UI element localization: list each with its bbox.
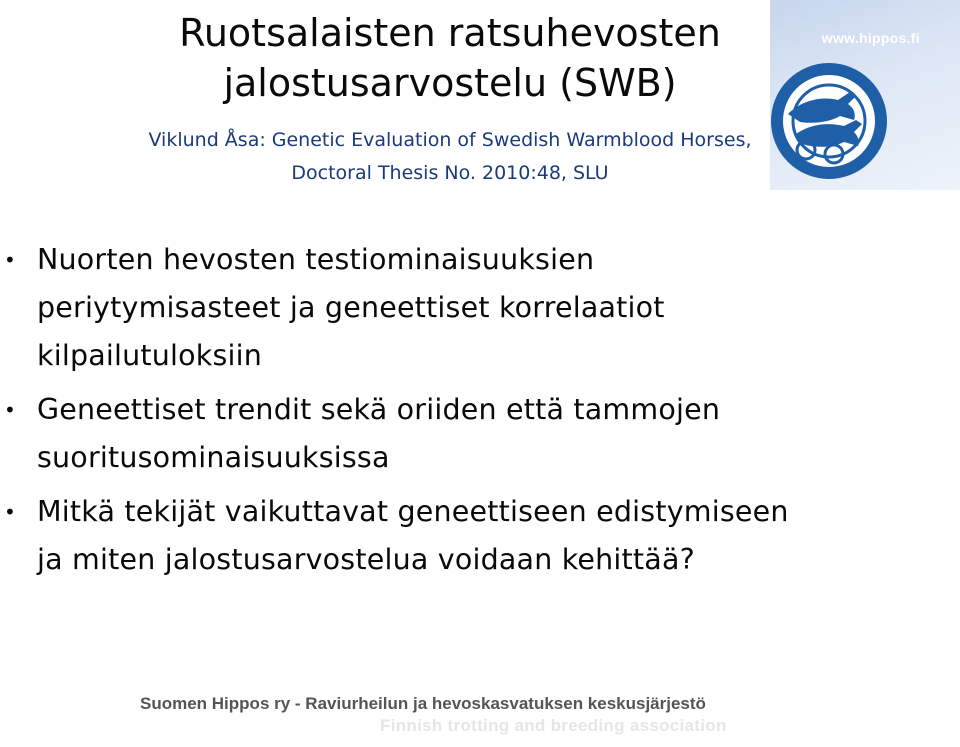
title-line-2: jalostusarvostelu (SWB) <box>223 61 677 105</box>
bullet-text-line: kilpailutuloksiin <box>37 339 263 372</box>
bullet-item <box>0 488 930 584</box>
bullet-dot-icon: • <box>4 500 16 524</box>
footer-tagline: Finnish trotting and breeding association <box>380 716 727 735</box>
bullet-list <box>0 236 930 590</box>
slide-subtitle <box>0 124 900 190</box>
bullet-item <box>0 386 930 482</box>
subtitle-line-1: Viklund Åsa: Genetic Evaluation of Swedish Warmblood Horses, <box>148 129 752 151</box>
bullet-text-line: suoritusominaisuuksissa <box>37 441 390 474</box>
title-line-1: Ruotsalaisten ratsuhevosten <box>179 11 721 55</box>
subtitle-line-2: Doctoral Thesis No. 2010:48, SLU <box>291 162 609 184</box>
footer <box>140 693 727 737</box>
bullet-text-line: ja miten jalostusarvostelua voidaan kehittää? <box>37 543 695 576</box>
bullet-item <box>0 236 930 380</box>
footer-organization: Suomen Hippos ry - Raviurheilun ja hevoskasvatuksen keskusjärjestö <box>140 694 706 713</box>
bullet-dot-icon: • <box>4 248 16 272</box>
bullet-text-line: Nuorten hevosten testiominaisuuksien <box>37 243 595 276</box>
bullet-text-line: periytymisasteet ja geneettiset korrelaatiot <box>37 291 665 324</box>
bullet-dot-icon: • <box>4 398 16 422</box>
slide-title <box>0 8 900 108</box>
bullet-text-line: Mitkä tekijät vaikuttavat geneettiseen edistymiseen <box>37 495 789 528</box>
logo-url-text: www.hippos.fi <box>821 30 920 46</box>
bullet-text-line: Geneettiset trendit sekä oriiden että tammojen <box>37 393 721 426</box>
